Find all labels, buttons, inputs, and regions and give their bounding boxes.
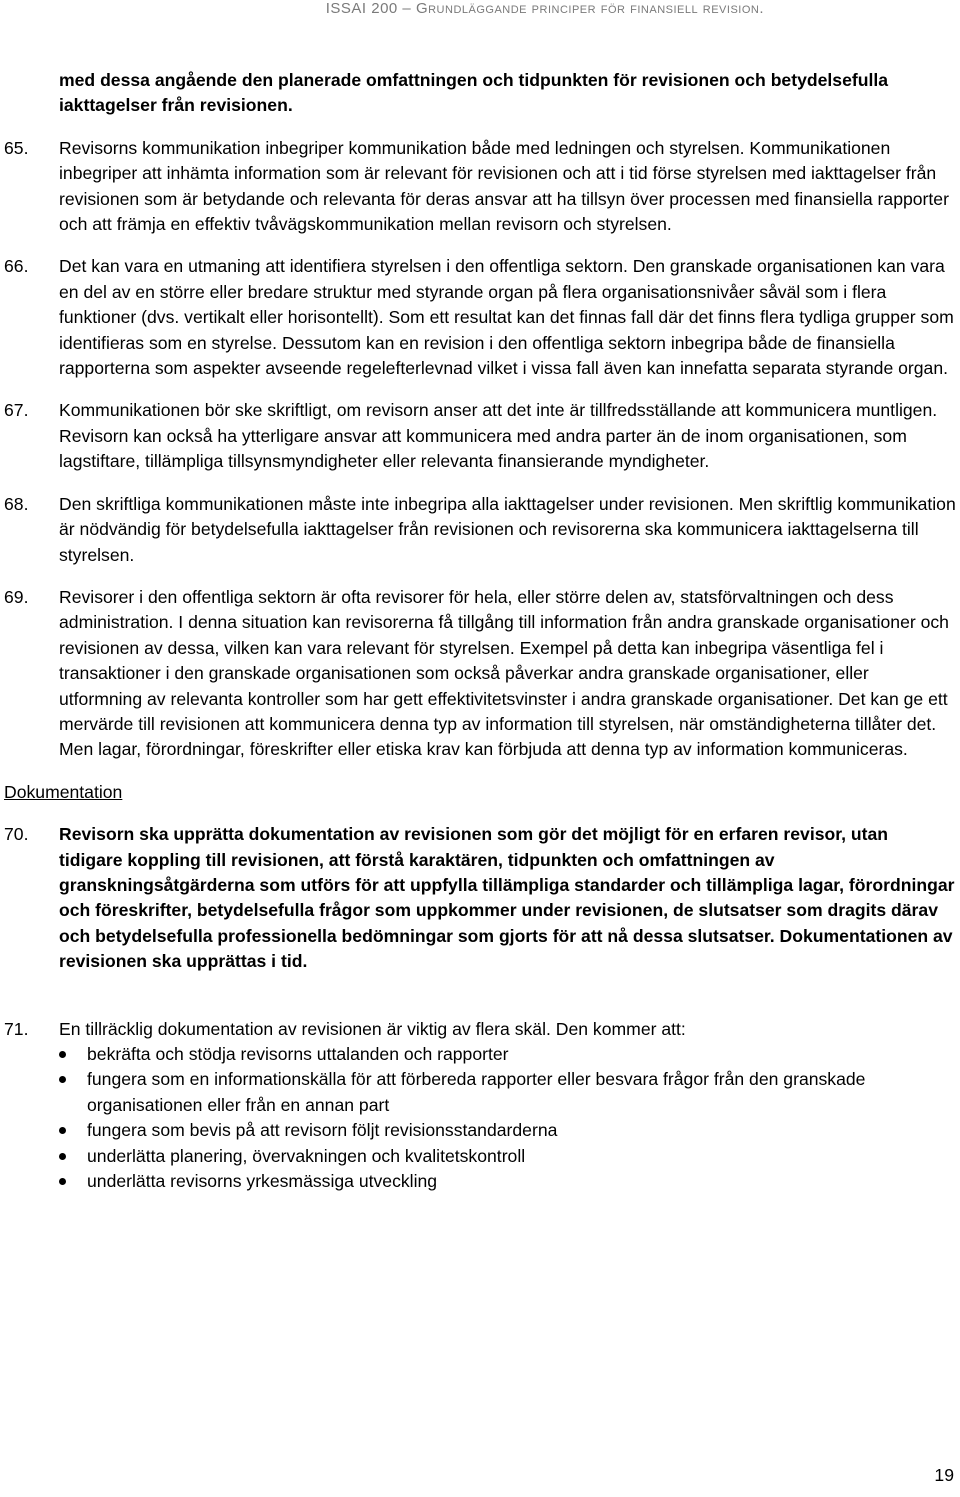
list-item-text: fungera som en informationskälla för att förbereda rapporter eller besvara frågor från den granskade organisationen eller från en annan part <box>87 1069 866 1115</box>
paragraph-text: Revisorn ska upprätta dokumentation av revisionen som gör det möjligt för en erfaren revisor, utan tidigare koppling till revisionen, att förstå karaktären, tidpunkten och omfattningen av granskningsåtgärderna som utförs för att uppfylla tillämpliga standarder och tillämpliga lagar, förordningar och föreskrifter, betydelsefulla frågor som uppkommer under revisionen, de slutsatser som dragits därav och betydelsefulla professionella bedömningar som gjorts för att nå dessa slutsatser. Dokumentationen av revisionen ska upprättas i tid. <box>59 824 955 972</box>
list-item <box>0 1042 956 1067</box>
paragraph-intro: En tillräcklig dokumentation av revisionen är viktig av flera skäl. Den kommer att: <box>59 1018 686 1039</box>
page-number: 19 <box>934 1465 954 1485</box>
list-item-text: bekräfta och stödja revisorns uttalanden och rapporter <box>87 1044 509 1064</box>
paragraph-69 <box>0 585 960 763</box>
paragraph-71 <box>0 1017 960 1195</box>
list-item <box>0 1144 956 1169</box>
running-header: ISSAI 200 – Grundläggande principer för finansiell revision. <box>325 0 764 17</box>
paragraph-text: Det kan vara en utmaning att identifiera styrelsen i den offentliga sektorn. Den granskade organisationen kan vara en del av en större eller bredare struktur med styrande organ på flera organisationsnivåer såväl som i flera funktioner (dvs. vertikalt eller horisontellt). Som ett resultat kan det finnas fall där det finns flera tydliga grupper som identifieras som en styrelse. Dessutom kan en revision i den offentliga sektorn inbegripa både de finansiella rapporterna som aspekter avseende regelefterlevnad vilket i vissa fall även kan innefatta separata styrande organ. <box>59 256 954 379</box>
page-body <box>0 68 960 1194</box>
paragraph-number: 70. <box>4 824 29 845</box>
paragraph-text: Revisorer i den offentliga sektorn är ofta revisorer för hela, eller större delen av, statsförvaltningen och dess administration. I denna situation kan revisorerna få tillgång till information från andra granskade organisationer och revisionen av dessa, vilken kan vara relevant för styrelsen. Exempel på detta kan inbegripa väsentliga fel i transaktioner i den granskade organisationen som också påverkar andra granskade organisationer, eller utformning av relevanta kontroller som har gett effektivitetsvinster i andra granskade organisationer. Det kan ge ett mervärde till revisionen att kommunicera denna typ av information till styrelsen, när omständigheterna tillåter det. Men lagar, förordningar, föreskrifter eller etiska krav kan förbjuda att denna typ av information kommuniceras. <box>59 586 949 760</box>
bullet-list <box>0 1042 960 1194</box>
continuation-text: med dessa angående den planerade omfattningen och tidpunkten för revisionen och betydelsefulla iakttagelser från revisionen. <box>59 70 889 116</box>
paragraph-text: Den skriftliga kommunikationen måste inte inbegripa alla iakttagelser under revisionen. Men skriftlig kommunikation är nödvändig för betydelsefulla iakttagelser från revisionen och revisorerna ska kommunicera iakttagelserna till styrelsen. <box>59 493 956 565</box>
paragraph-number: 66. <box>4 256 29 277</box>
bullet-icon <box>59 1127 66 1134</box>
bullet-icon <box>59 1051 66 1058</box>
bullet-icon <box>59 1076 66 1083</box>
bullet-icon <box>59 1178 66 1185</box>
paragraph-70 <box>0 822 960 974</box>
paragraph-number: 67. <box>4 400 29 421</box>
paragraph-number: 71. <box>4 1018 29 1039</box>
paragraph-number: 65. <box>4 137 29 158</box>
list-item <box>0 1067 956 1118</box>
bullet-icon <box>59 1153 66 1160</box>
list-item <box>0 1118 956 1143</box>
list-item-text: fungera som bevis på att revisorn följt revisionsstandarderna <box>87 1120 558 1141</box>
section-heading-dokumentation: Dokumentation <box>4 781 123 802</box>
list-item-text: underlätta planering, övervakningen och kvalitetskontroll <box>87 1145 526 1166</box>
paragraph-number: 69. <box>4 586 29 607</box>
paragraph-67 <box>0 398 960 474</box>
list-item-text: underlätta revisorns yrkesmässiga utveckling <box>87 1171 438 1192</box>
list-item <box>0 1169 956 1194</box>
paragraph-66 <box>0 254 960 381</box>
paragraph-text: Kommunikationen bör ske skriftligt, om revisorn anser att det inte är tillfredsställande att kommunicera muntligen. Revisorn kan också ha ytterligare ansvar att kommunicera med andra parter än de inom organisationen, som lagstiftare, tillämpliga tillsynsmyndigheter eller relevanta finansierande myndigheter. <box>59 400 938 472</box>
paragraph-68 <box>0 492 960 568</box>
paragraph-text: Revisorns kommunikation inbegriper kommunikation både med ledningen och styrelsen. Kommunikationen inbegriper att inhämta information som är relevant för revisionen och att i tid förse styrelsen med iakttagelser från revisionen som är betydande och relevanta för deras ansvar att ha tillsyn över processen med finansiella rapporter och att främja en effektiv tvåvägskommunikation mellan revisorn och styrelsen. <box>59 137 949 235</box>
paragraph-number: 68. <box>4 493 29 514</box>
continuation-paragraph <box>0 68 960 119</box>
paragraph-65 <box>0 136 960 238</box>
